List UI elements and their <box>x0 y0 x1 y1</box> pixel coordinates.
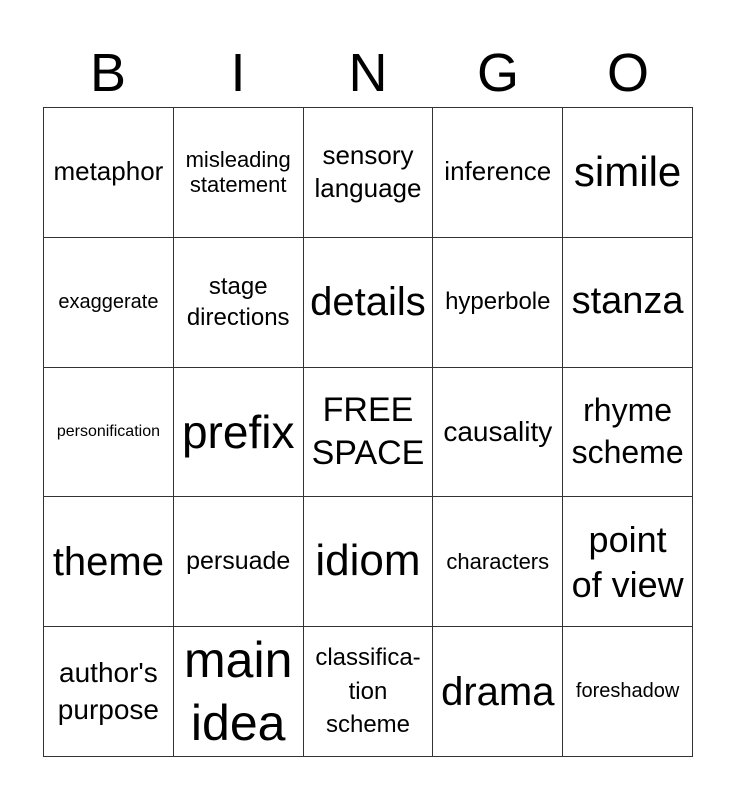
cell-label: point of view <box>571 518 684 605</box>
bingo-cell-r3c3[interactable] <box>304 368 434 498</box>
cell-label: FREE SPACE <box>311 391 425 472</box>
bingo-cell-r1c5[interactable] <box>563 108 693 238</box>
bingo-cell-r5c5[interactable] <box>563 627 693 757</box>
bingo-cell-r4c5[interactable] <box>563 497 693 627</box>
bingo-cell-r2c2[interactable] <box>174 238 304 368</box>
bingo-header <box>43 40 693 106</box>
bingo-cell-r3c5[interactable] <box>563 368 693 498</box>
bingo-cell-r1c3[interactable] <box>304 108 434 238</box>
cell-label: main idea <box>184 632 293 751</box>
bingo-cell-r2c5[interactable] <box>563 238 693 368</box>
cell-label: classifica- tion scheme <box>315 644 421 739</box>
cell-label: personification <box>56 422 160 440</box>
cell-label: characters <box>446 549 550 575</box>
bingo-cell-r5c2[interactable] <box>174 627 304 757</box>
cell-label: stage directions <box>186 273 290 332</box>
header-letter-i: I <box>230 43 246 103</box>
bingo-cell-r3c2[interactable] <box>174 368 304 498</box>
cell-label: prefix <box>181 405 295 458</box>
bingo-cell-r1c2[interactable] <box>174 108 304 238</box>
bingo-board <box>43 107 693 757</box>
cell-label: metaphor <box>53 156 164 187</box>
bingo-cell-r4c3[interactable] <box>304 497 434 627</box>
bingo-cell-r3c1[interactable] <box>44 368 174 498</box>
header-letter-b: B <box>89 43 127 103</box>
bingo-cell-r2c4[interactable] <box>433 238 563 368</box>
cell-label: rhyme scheme <box>571 392 684 470</box>
bingo-cell-r5c4[interactable] <box>433 627 563 757</box>
cell-label: sensory language <box>314 139 422 204</box>
cell-label: foreshadow <box>575 680 680 703</box>
cell-label: misleading statement <box>185 147 291 198</box>
bingo-cell-r2c1[interactable] <box>44 238 174 368</box>
cell-label: hyperbole <box>445 288 551 316</box>
bingo-cell-r4c1[interactable] <box>44 497 174 627</box>
bingo-cell-r5c1[interactable] <box>44 627 174 757</box>
cell-label: stanza <box>571 280 684 323</box>
header-letter-g: G <box>476 43 519 103</box>
cell-label: persuade <box>186 547 291 576</box>
cell-label: simile <box>573 148 682 196</box>
header-letter-n: N <box>348 43 388 103</box>
cell-label: idiom <box>315 536 421 586</box>
bingo-cell-r1c1[interactable] <box>44 108 174 238</box>
header-letter-o: O <box>606 43 649 103</box>
cell-label: details <box>310 280 426 325</box>
bingo-cell-r4c2[interactable] <box>174 497 304 627</box>
bingo-cell-r1c4[interactable] <box>433 108 563 238</box>
cell-label: exaggerate <box>58 290 159 313</box>
bingo-cell-r5c3[interactable] <box>304 627 434 757</box>
cell-label: inference <box>444 156 552 187</box>
cell-label: theme <box>52 539 164 584</box>
bingo-cell-r3c4[interactable] <box>433 368 563 498</box>
cell-label: author's purpose <box>57 657 159 725</box>
bingo-cell-r4c4[interactable] <box>433 497 563 627</box>
cell-label: drama <box>441 669 555 714</box>
bingo-cell-r2c3[interactable] <box>304 238 434 368</box>
cell-label: causality <box>443 415 553 447</box>
